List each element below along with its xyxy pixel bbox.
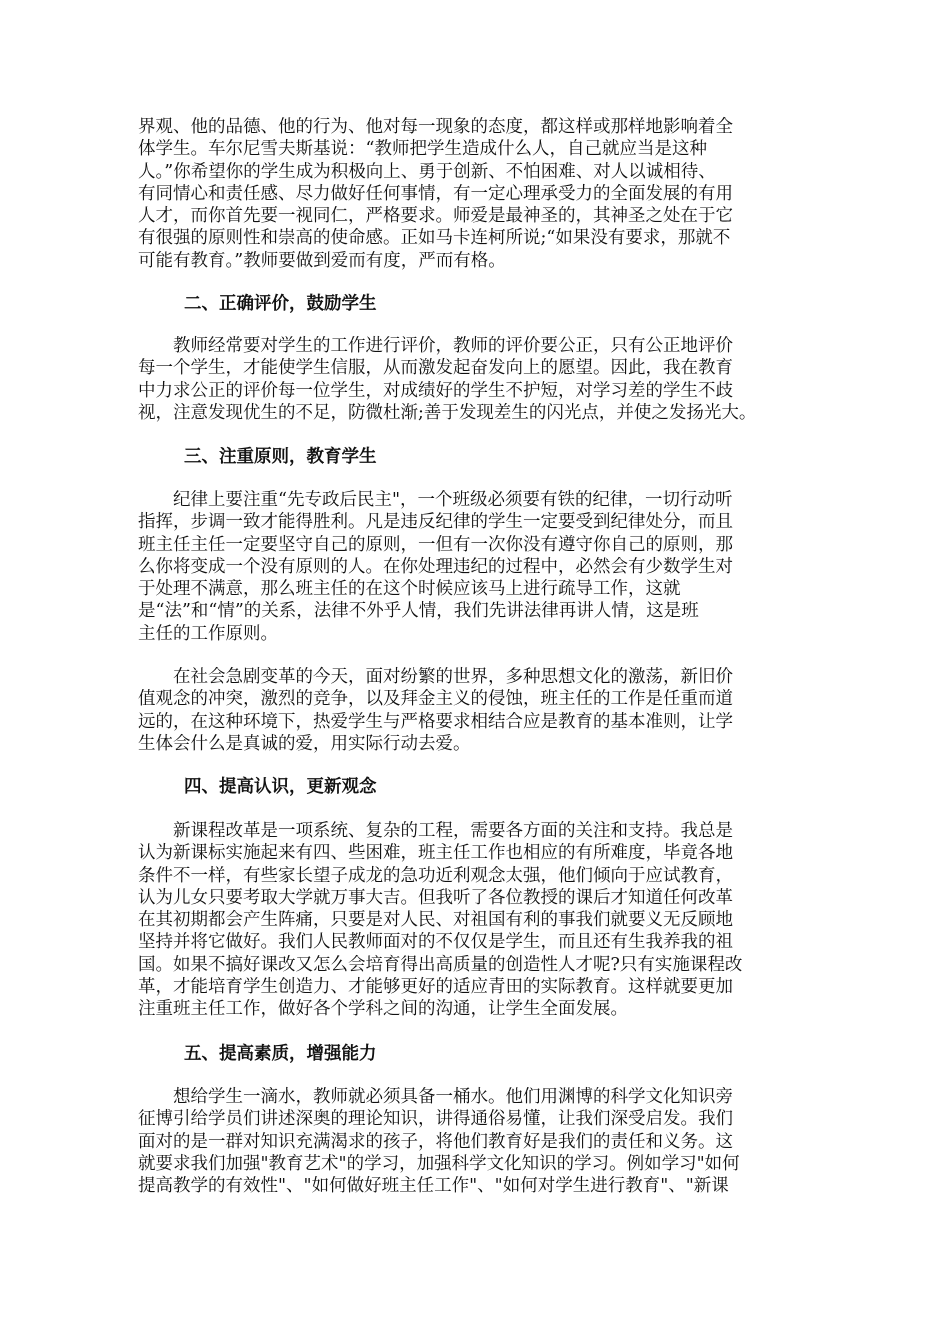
text-line: 国。如果不搞好课改又怎么会培育得出高质量的创造性人才呢?只有实施课程改: [138, 954, 743, 975]
text-line: 人才，而你首先要一视同仁，严格要求。师爱是最神圣的，其神圣之处在于它: [138, 206, 733, 227]
text-line: 在社会急剧变革的今天，面对纷繁的世界，多种思想文化的激荡，新旧价: [138, 667, 733, 687]
text-line: 值观念的冲突，激烈的竞争，以及拜金主义的侵蚀，班主任的工作是任重而道: [138, 689, 733, 710]
text-line: 认为新课标实施起来有四、些困难，班主任工作也相应的有所难度，毕竟各地: [138, 843, 733, 864]
text-line: 远的，在这种环境下，热爱学生与严格要求相结合应是教育的基本准则，让学: [138, 711, 733, 732]
text-line: 视，注意发现优生的不足，防微杜渐;善于发现差生的闪光点，并使之发扬光大。: [138, 402, 757, 423]
text-line: 征博引给学员们讲述深奥的理论知识，讲得通俗易懂，让我们深受启发。我们: [138, 1109, 733, 1130]
text-line: 新课程改革是一项系统、复杂的工程，需要各方面的关注和支持。我总是: [138, 821, 733, 841]
paragraph-teacher-role-model: [138, 116, 818, 272]
text-line: 中力求公正的评价每一位学生，对成绩好的学生不护短，对学习差的学生不歧: [138, 380, 733, 401]
text-line: 界观、他的品德、他的行为、他对每一现象的态度，都这样或那样地影响着全: [138, 117, 733, 137]
paragraph-discipline-principle: [138, 489, 818, 645]
text-line: 提高教学的有效性"、"如何做好班主任工作"、"如何对学生进行教育"、"新课: [138, 1176, 729, 1197]
text-line: 每一个学生，才能使学生信服，从而激发起奋发向上的愿望。因此，我在教育: [138, 358, 733, 379]
text-line: 就要求我们加强"教育艺术"的学习，加强科学文化知识的学习。例如学习"如何: [138, 1153, 740, 1174]
text-line: 主任的工作原则。: [138, 623, 278, 644]
text-line: 条件不一样，有些家长望子成龙的急功近利观念太强，他们倾向于应试教育，: [138, 865, 733, 886]
section-heading-2: 二、正确评价，鼓励学生: [184, 294, 377, 314]
text-line: 在其初期都会产生阵痛，只要是对人民、对祖国有利的事我们就要义无反顾地: [138, 910, 733, 931]
text-line: 体学生。车尔尼雪夫斯基说：“教师把学生造成什么人，自己就应当是这种: [138, 139, 707, 160]
paragraph-social-change: [138, 666, 818, 755]
section-heading-3: 三、注重原则，教育学生: [184, 447, 377, 467]
text-line: 面对的是一群对知识充满渴求的孩子，将他们教育好是我们的责任和义务。这: [138, 1131, 733, 1152]
text-line: 想给学生一滴水，教师就必须具备一桶水。他们用渊博的科学文化知识旁: [138, 1087, 733, 1107]
text-line: 人。”你希望你的学生成为积极向上、勇于创新、不怕困难、对人以诚相待、: [138, 161, 716, 182]
text-line: 纪律上要注重“先专政后民主"，一个班级必须要有铁的纪律，一切行动听: [138, 490, 733, 510]
text-line: 坚持并将它做好。我们人民教师面对的不仅仅是学生，而且还有生我养我的祖: [138, 932, 733, 953]
text-line: 有同情心和责任感、尽力做好任何事情，有一定心理承受力的全面发展的有用: [138, 183, 733, 204]
text-line: 指挥，步调一致才能得胜利。凡是违反纪律的学生一定要受到纪律处分，而且: [138, 512, 733, 533]
text-line: 生体会什么是真诚的爱，用实际行动去爱。: [138, 733, 471, 754]
text-line: 于处理不满意，那么班主任的在这个时候应该马上进行疏导工作，这就: [138, 579, 681, 600]
text-line: 注重班主任工作，做好各个学科之间的沟通，让学生全面发展。: [138, 999, 628, 1020]
text-line: 有很强的原则性和崇高的使命感。正如马卡连柯所说;“如果没有要求，那就不: [138, 228, 731, 249]
text-line: 么你将变成一个没有原则的人。在你处理违纪的过程中，必然会有少数学生对: [138, 556, 733, 577]
paragraph-curriculum-reform: [138, 820, 818, 1021]
text-line: 革，才能培育学生创造力、才能够更好的适应青田的实际教育。这样就要更加: [138, 977, 733, 998]
text-line: 可能有教育。”教师要做到爱而有度，严而有格。: [138, 250, 506, 271]
text-line: 班主任主任一定要坚守自己的原则，一但有一次你没有遵守你自己的原则，那: [138, 534, 733, 555]
section-heading-4: 四、提高认识，更新观念: [184, 777, 377, 797]
text-line: 教师经常要对学生的工作进行评价，教师的评价要公正，只有公正地评价: [138, 336, 733, 356]
paragraph-fair-evaluation: [138, 335, 818, 424]
text-line: 是“法”和“情”的关系，法律不外乎人情，我们先讲法律再讲人情，这是班: [138, 601, 699, 622]
paragraph-improve-quality: [138, 1086, 818, 1197]
section-heading-5: 五、提高素质，增强能力: [184, 1044, 377, 1064]
text-line: 认为儿女只要考取大学就万事大吉。但我听了各位教授的课后才知道任何改革: [138, 887, 733, 908]
